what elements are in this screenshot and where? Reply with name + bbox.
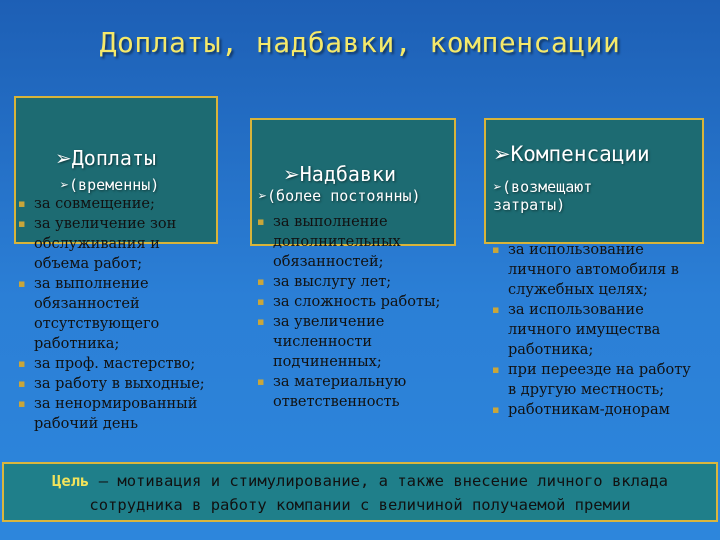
square-bullet-icon: ▪	[492, 303, 500, 316]
arrow-bullet-icon: ➢	[258, 187, 268, 205]
square-bullet-icon: ▪	[18, 217, 26, 230]
column-subheading-kompensacii: ➢(возмещают затраты)	[493, 178, 593, 214]
square-bullet-icon: ▪	[492, 243, 500, 256]
list-item: ▪ за использование личного имущества работника;	[492, 302, 661, 358]
goal-footer	[2, 462, 718, 522]
square-bullet-icon: ▪	[492, 403, 500, 416]
arrow-bullet-icon: ➢	[55, 146, 72, 170]
arrow-bullet-icon: ➢	[60, 176, 70, 194]
square-bullet-icon: ▪	[18, 277, 26, 290]
list-item: ▪ за выполнение обязанностей отсутствующего работника;	[18, 276, 160, 352]
list-item: ▪ при переезде на работу в другую местность;	[492, 362, 691, 398]
column-heading-nadbavki: ➢Надбавки	[283, 162, 397, 186]
list-item: ▪ за увеличение численности подчиненных;	[257, 314, 385, 370]
square-bullet-icon: ▪	[257, 275, 265, 288]
square-bullet-icon: ▪	[257, 295, 265, 308]
list-item: ▪ за сложность работы;	[257, 294, 441, 310]
square-bullet-icon: ▪	[257, 375, 265, 388]
list-item: ▪ за выполнение дополнительных обязанностей;	[257, 214, 401, 270]
list-item: ▪ за увеличение зон обслуживания и объема работ;	[18, 216, 177, 272]
list-item: ▪ за совмещение;	[18, 196, 155, 212]
list-item: ▪ за проф. мастерство;	[18, 356, 196, 372]
list-doplaty	[18, 194, 218, 434]
square-bullet-icon: ▪	[492, 363, 500, 376]
list-item: ▪ за ненормированный рабочий день	[18, 396, 198, 432]
goal-line-1: Цель – мотивация и стимулирование, а также внесение личного вклада	[52, 472, 668, 490]
square-bullet-icon: ▪	[18, 377, 26, 390]
arrow-bullet-icon: ➢	[493, 142, 511, 166]
list-item: ▪ за использование личного автомобиля в служебных целях;	[492, 242, 679, 298]
column-subheading-nadbavki: ➢(более постоянны)	[258, 187, 421, 205]
list-kompensacii	[492, 240, 696, 420]
goal-lead: Цель	[52, 472, 90, 490]
square-bullet-icon: ▪	[257, 315, 265, 328]
list-item: ▪ работникам-донорам	[492, 402, 670, 418]
arrow-bullet-icon: ➢	[493, 178, 503, 196]
square-bullet-icon: ▪	[18, 357, 26, 370]
arrow-bullet-icon: ➢	[283, 162, 300, 186]
column-heading-doplaty: ➢Доплаты	[55, 146, 157, 170]
list-nadbavki	[257, 212, 449, 412]
column-subheading-doplaty: ➢(временны)	[60, 176, 160, 194]
list-item: ▪ за работу в выходные;	[18, 376, 205, 392]
goal-line-2: сотрудника в работу компании с величиной получаемой премии	[89, 496, 631, 514]
slide-title: Доплаты, надбавки, компенсации	[99, 26, 621, 59]
square-bullet-icon: ▪	[18, 197, 26, 210]
list-item: ▪ за выслугу лет;	[257, 274, 392, 290]
square-bullet-icon: ▪	[18, 397, 26, 410]
square-bullet-icon: ▪	[257, 215, 265, 228]
column-heading-kompensacii: ➢Компенсации	[493, 142, 650, 166]
list-item: ▪ за материальную ответственность	[257, 374, 407, 410]
